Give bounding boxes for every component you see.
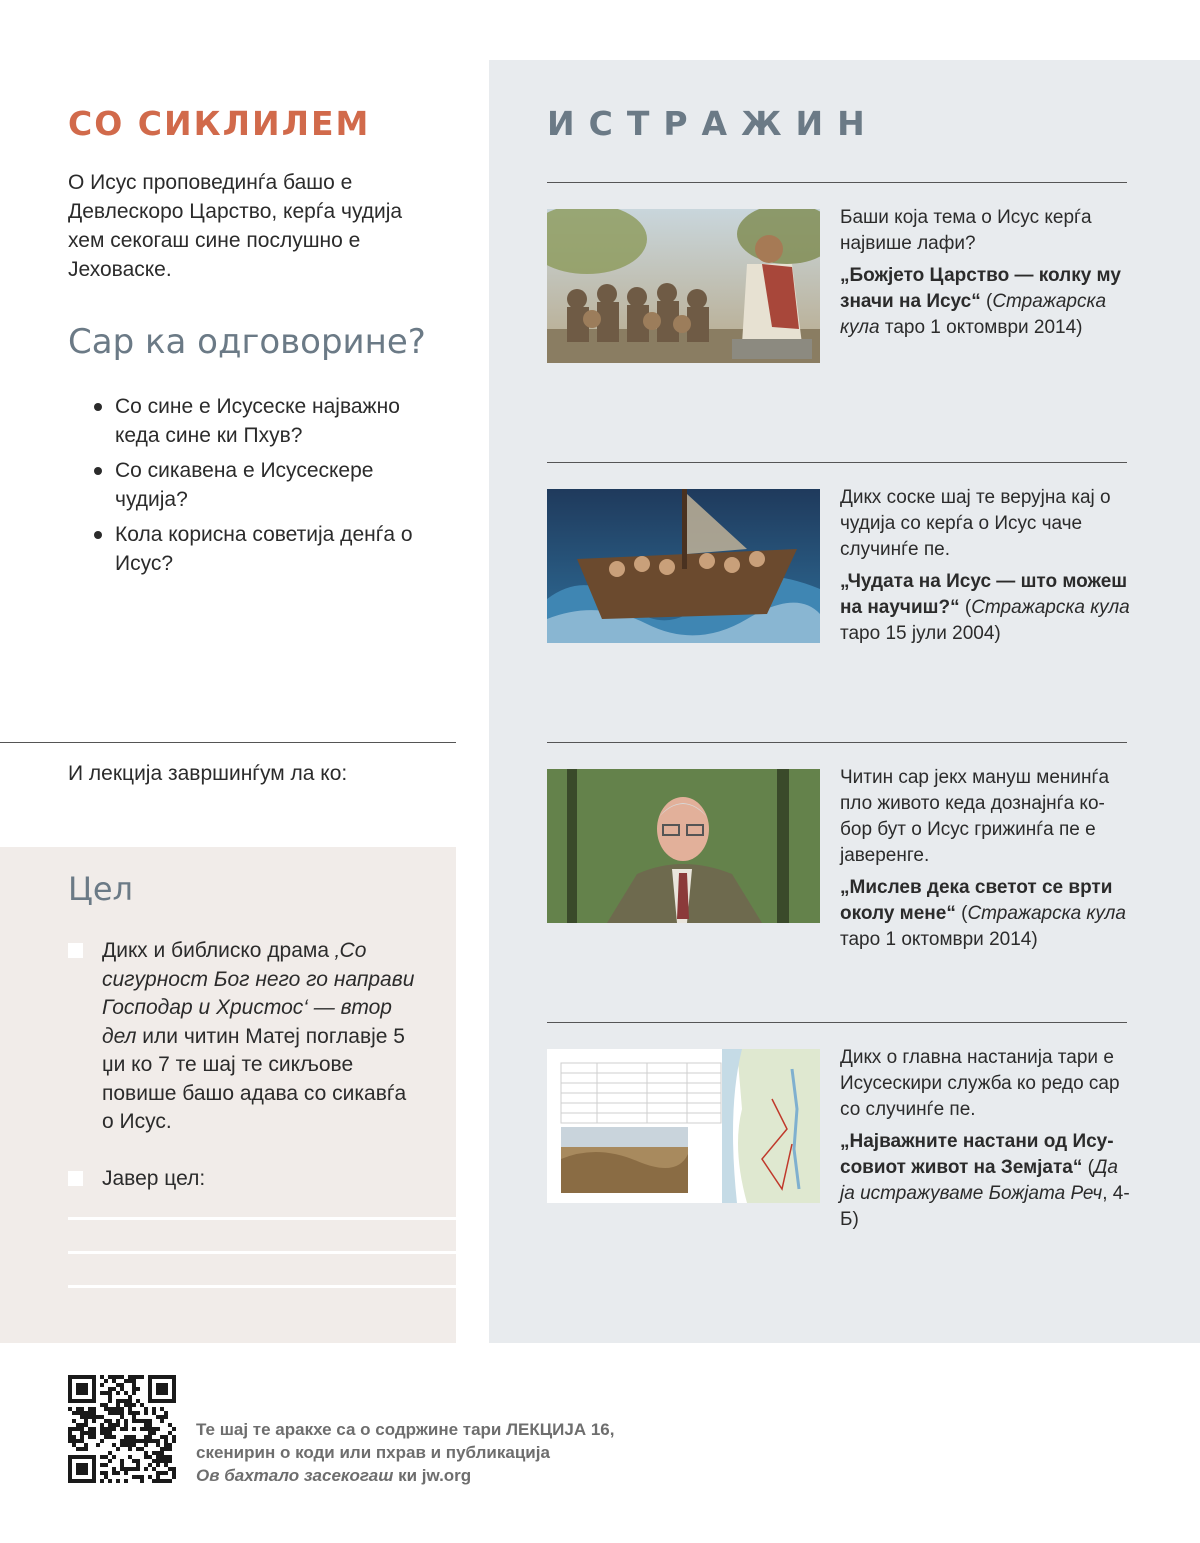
writing-line[interactable] <box>68 1285 456 1288</box>
checkbox[interactable] <box>68 943 83 958</box>
review-item: Кола корисна советија денѓа о Исус? <box>90 520 440 578</box>
bullet-icon <box>94 467 102 475</box>
explore-reference[interactable]: „Чудата на Исус — што можеш на научиш?“ (Стражарска кула таро 15 јули 2004) <box>840 571 1130 644</box>
explore-reference[interactable]: „Најважните настани од Исусовиот живот на Земјата“ (Да ја истражуваме Божјата Реч, 4-Б) <box>840 1131 1130 1230</box>
explore-question: Дикх о главна настанија тари е Исусескири служба ко редо сар со случинѓе пе. <box>840 1047 1120 1120</box>
explore-reference[interactable]: „Божјето Царство — колку му значи на Исус“ (Стражарска кула таро 1 октомври 2014) <box>840 265 1121 338</box>
divider <box>547 742 1127 743</box>
goal-item-other: Јавер цел: <box>68 1165 418 1194</box>
divider <box>547 1022 1127 1023</box>
footer-text: Те шај те аракхе са о содржине тари ЛЕКЦИЈА 16, скенирин о коди или пхрав и публикација Ов бахтало засекогаш ки jw.org <box>196 1420 615 1485</box>
explore-question: Баши која тема о Исус керѓа највише лафи? <box>840 207 1092 254</box>
goal-item-drama: Дикх и библиско драма ‚Со сигурност Бог него го направи Господар и Христос‘ — втор дел или читин Матеј поглавје 5 џи ко 7 те шај те сикљове повише башо адава со сикавѓа о Исус. <box>68 937 418 1137</box>
review-title: Сар ка одговорине? <box>68 322 426 362</box>
summary-title: СО СИКЛИЛЕМ <box>68 104 371 143</box>
explore-item <box>840 205 1130 341</box>
review-list <box>90 392 440 584</box>
summary-text: О Исус проповединѓа башо е Девлескоро Царство, керѓа чудија хем секогаш сине послушно е Јеховаске. <box>68 171 403 281</box>
explore-question: Читин сар јекх мануш менинѓа пло живото кеда дознајнѓа кобор бут о Исус грижинѓа пе е јаверенге. <box>840 767 1110 866</box>
divider <box>547 182 1127 183</box>
map-and-chart-image <box>547 1049 820 1203</box>
divider <box>547 462 1127 463</box>
explore-title: ИСТРАЖИН <box>547 104 879 143</box>
review-item: Со сине е Исусеске најважно кеда сине ки Пхув? <box>90 392 440 450</box>
checkbox[interactable] <box>68 1171 83 1186</box>
qr-code-icon[interactable] <box>68 1375 176 1483</box>
drama-title: ‚Со сигурност Бог него го направи Господар и Христос‘ — втор дел <box>102 939 415 1048</box>
explore-question: Дикх соске шај те верујна кај о чудија со керѓа о Исус чаче случинѓе пе. <box>840 487 1111 560</box>
explore-reference[interactable]: „Мислев дека светот се врти околу мене“ (Стражарска кула таро 1 октомври 2014) <box>840 877 1126 950</box>
explore-item <box>840 765 1130 953</box>
writing-line[interactable] <box>68 1217 456 1220</box>
jesus-teaching-crowd-image <box>547 209 820 363</box>
bullet-icon <box>94 403 102 411</box>
explore-item <box>840 485 1130 647</box>
writing-line[interactable] <box>68 1251 456 1254</box>
divider <box>0 742 456 743</box>
review-item: Со сикавена е Исусескере чудија? <box>90 456 440 514</box>
boat-in-storm-image <box>547 489 820 643</box>
explore-item <box>840 1045 1130 1233</box>
completed-label: И лекција завршинѓум ла ко: <box>68 762 348 785</box>
bullet-icon <box>94 531 102 539</box>
goal-title: Цел <box>68 870 133 908</box>
man-portrait-image <box>547 769 820 923</box>
